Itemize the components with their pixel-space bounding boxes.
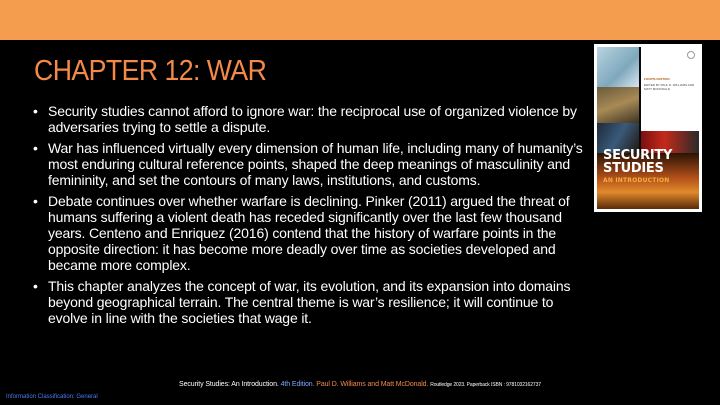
top-accent-band (0, 0, 720, 40)
bullet-item: • This chapter analyzes the concept of war, its evolution, and its expansion into domains beyond geographical terrain. The central theme is war’s resilience; it will continue to evolve in line with the societies that wage it. (30, 278, 590, 326)
footer-edition: 4th Edition. (280, 381, 315, 388)
classification-label: Information Classification: General (6, 394, 98, 400)
cover-photo-crowd (597, 87, 639, 123)
footer-publisher: Routledge 2023. Paperback ISBN : 9781032162737 (430, 382, 541, 388)
cover-editors: EDITED BY PAUL D. WILLIAMS AND MATT MCDONALD (644, 83, 695, 91)
cover-photo-masked-person (597, 47, 639, 87)
cover-edition: FOURTH EDITION (644, 77, 670, 81)
book-cover-image (594, 44, 702, 212)
cover-title-line2: STUDIES (603, 161, 664, 176)
footer-authors: Paul D. Williams and Matt McDonald. (316, 381, 429, 388)
book-cover (597, 47, 699, 209)
bullet-list (30, 103, 590, 331)
publisher-logo-icon (687, 51, 695, 59)
cover-subtitle: AN INTRODUCTION (603, 177, 670, 184)
bullet-item: • Debate continues over whether warfare is declining. Pinker (2011) argued the threat of humans suffering a violent death has receded significantly over the last few thousand years. Centeno and Enriquez (2016) contend that the history of warfare points in the opposite direction: it has become more deadly over time as societies developed and became more complex. (30, 193, 590, 273)
bullet-item: • War has influenced virtually every dimension of human life, including many of humanity’s most enduring cultural reference points, shaped the deep meanings of masculinity and femininity, and set the contours of many laws, institutions, and customs. (30, 140, 590, 188)
cover-title-line1: SECURITY (603, 148, 673, 163)
footer-citation (0, 381, 720, 388)
slide-title: CHAPTER 12: WAR (34, 55, 267, 87)
bullet-item: • Security studies cannot afford to ignore war: the reciprocal use of organized violence by adversaries trying to settle a dispute. (30, 103, 590, 135)
cover-title (603, 149, 693, 175)
footer-book: Security Studies: An Introduction. (179, 381, 279, 388)
